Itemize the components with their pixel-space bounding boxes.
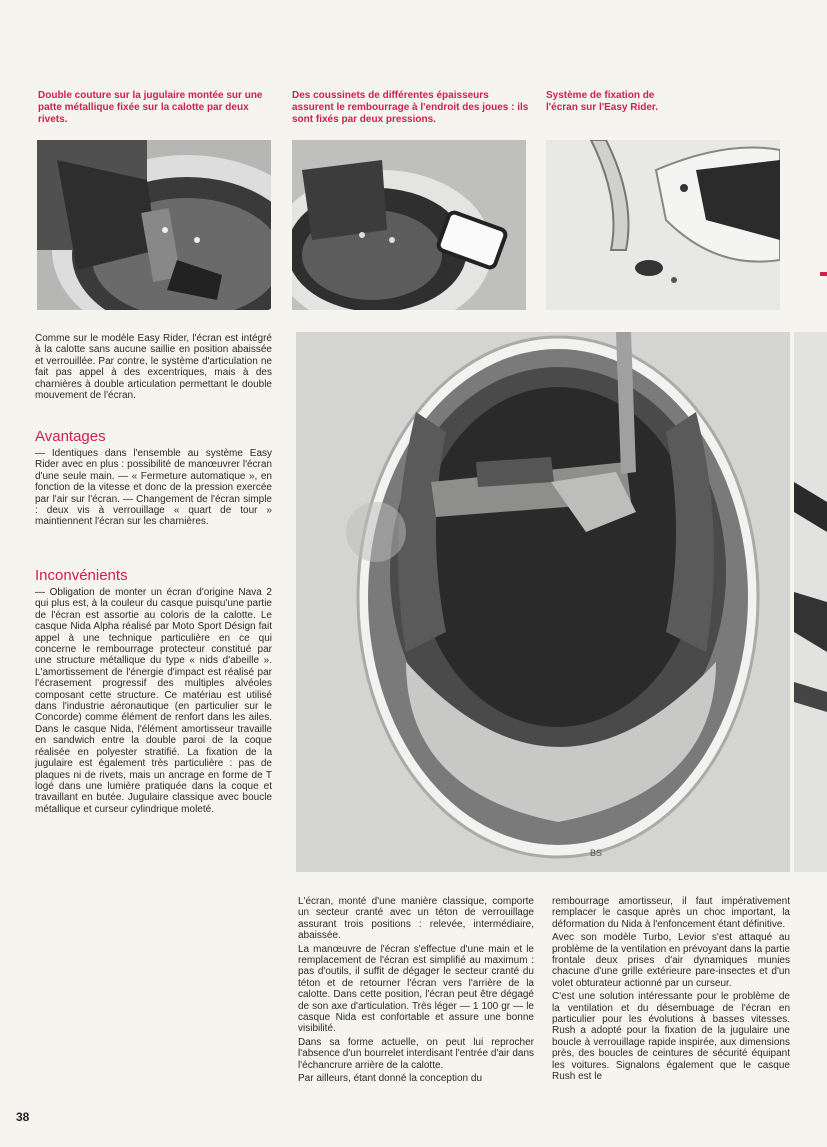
advantages-heading: Avantages (35, 428, 106, 445)
column-1-intro: Comme sur le modèle Easy Rider, l'écran est intégré à la calotte sans aucune saillie en position abaissée et verrouillée. Par contre, le système d'articulation ne fait pas appel à des excentriques, mais à des charnières à double articulation permettant le double mouvement de l'écran. (35, 333, 272, 402)
column-2-paragraph: Par ailleurs, étant donné la conception du (298, 1073, 483, 1085)
column-3-paragraph: C'est une solution intéressante pour le problème de la ventilation et du désembuage de l'écran en particulier pour les évolutions à basses vitesses. Rush a adopté pour la fixation de la jugulaire une boucle à verrouillage rapide inspirée, aux dimensions près, des boucles de ceintures de sécurité équipant les voitures. Signalons également que le casque Rush est le (552, 991, 790, 1083)
column-3-paragraph: rembourrage amortisseur, il faut impérativement remplacer le casque après un choc important, la déformation du Nida à l'enfoncement étant définitive. (552, 896, 790, 930)
column-2-paragraph: L'écran, monté d'une manière classique, comporte un secteur cranté avec un téton de verrouillage assurant trois positions : relevée, intermédiaire, abaissée. (298, 896, 534, 942)
caption-cheek-pads: Des coussinets de différentes épaisseurs assurent le rembourrage à l'endroit des joues : ils sont fixés par deux pressions. (292, 90, 529, 125)
column-2-text (298, 896, 534, 1087)
photo-cheek-pads (292, 140, 526, 310)
caption-chin-strap: Double couture sur la jugulaire montée sur une patte métallique fixée sur la calotte par deux rivets. (38, 90, 263, 125)
photo-easy-rider-visor (546, 140, 780, 310)
photo-partial-right (794, 332, 827, 872)
column-2-paragraph: Dans sa forme actuelle, on peut lui reprocher l'absence d'un bourrelet interdisant l'entrée d'air dans l'échancrure arrière de la calotte. (298, 1036, 534, 1071)
photo-label: BS (590, 848, 603, 858)
page-number: 38 (16, 1110, 30, 1124)
red-margin-mark (820, 272, 827, 276)
column-3-paragraph: Avec son modèle Turbo, Levior s'est attaqué au problème de la ventilation en prévoyant dans la partie frontale deux prises d'air dynamiques munies chacune d'une grille extérieure pare-insectes et d'un volet obturateur actionné par un curseur. (552, 932, 790, 989)
column-3-text (552, 896, 790, 1085)
disadvantages-heading: Inconvénients (35, 567, 128, 584)
advantages-text: — Identiques dans l'ensemble au système Easy Rider avec en plus : possibilité de manœuvrer l'écran d'une seule main. — « Fermeture automatique », en fonction de la vitesse et donc de la pression exercée par l'air sur l'écran. — Changement de l'écran simple : deux vis à verrouillage « quart de tour » maintiennent l'écran sur les charnières. (35, 448, 272, 528)
column-2-paragraph: La manœuvre de l'écran s'effectue d'une main et le remplacement de l'écran est simplifié au maximum : pas d'outils, il suffit de dégager le secteur cranté du téton et de retourner l'écran vers l'arrière de la calotte. Dans cette position, l'écran peut être dégagé de son axe d'articulation. Très léger — 1 100 gr — le casque Nida est confortable et assure une bonne visibilité. (298, 943, 534, 1035)
photo-helmet-interior (296, 332, 790, 872)
caption-visor-fixation: Système de fixation de l'écran sur l'Easy Rider. (546, 90, 659, 113)
disadvantages-text: — Obligation de monter un écran d'origine Nava 2 qui plus est, à la couleur du casque puisqu'une partie de l'écran est assortie au coloris de la calotte. Le casque Nida Alpha réalisé par Moto Sport Désign fait appel à une technique particulière en ce qui concerne le rembourrage protecteur constitué par une structure métallique du type « nids d'abeille ». L'amortissement de l'énergie d'impact est réalisé par l'écrasement progressif des multiples alvéoles composant cette structure. Ce matériau est utilisé dans l'industrie aéronautique (en particulier sur le Concorde) comme élément de renfort dans les ailes. Dans le casque Nida, l'élément amortisseur travaille en sandwich entre la double paroi de la coque réalisée en polyester stratifié. La fixation de la jugulaire est également très particulière : pas de plaques ni de rivets, mais un ancrage en forme de T logé dans une lumière pratiquée dans la coque et travaillant en butée. Jugulaire classique avec boucle métallique et curseur cylindrique moleté. (35, 587, 272, 815)
photo-chin-strap (37, 140, 271, 310)
